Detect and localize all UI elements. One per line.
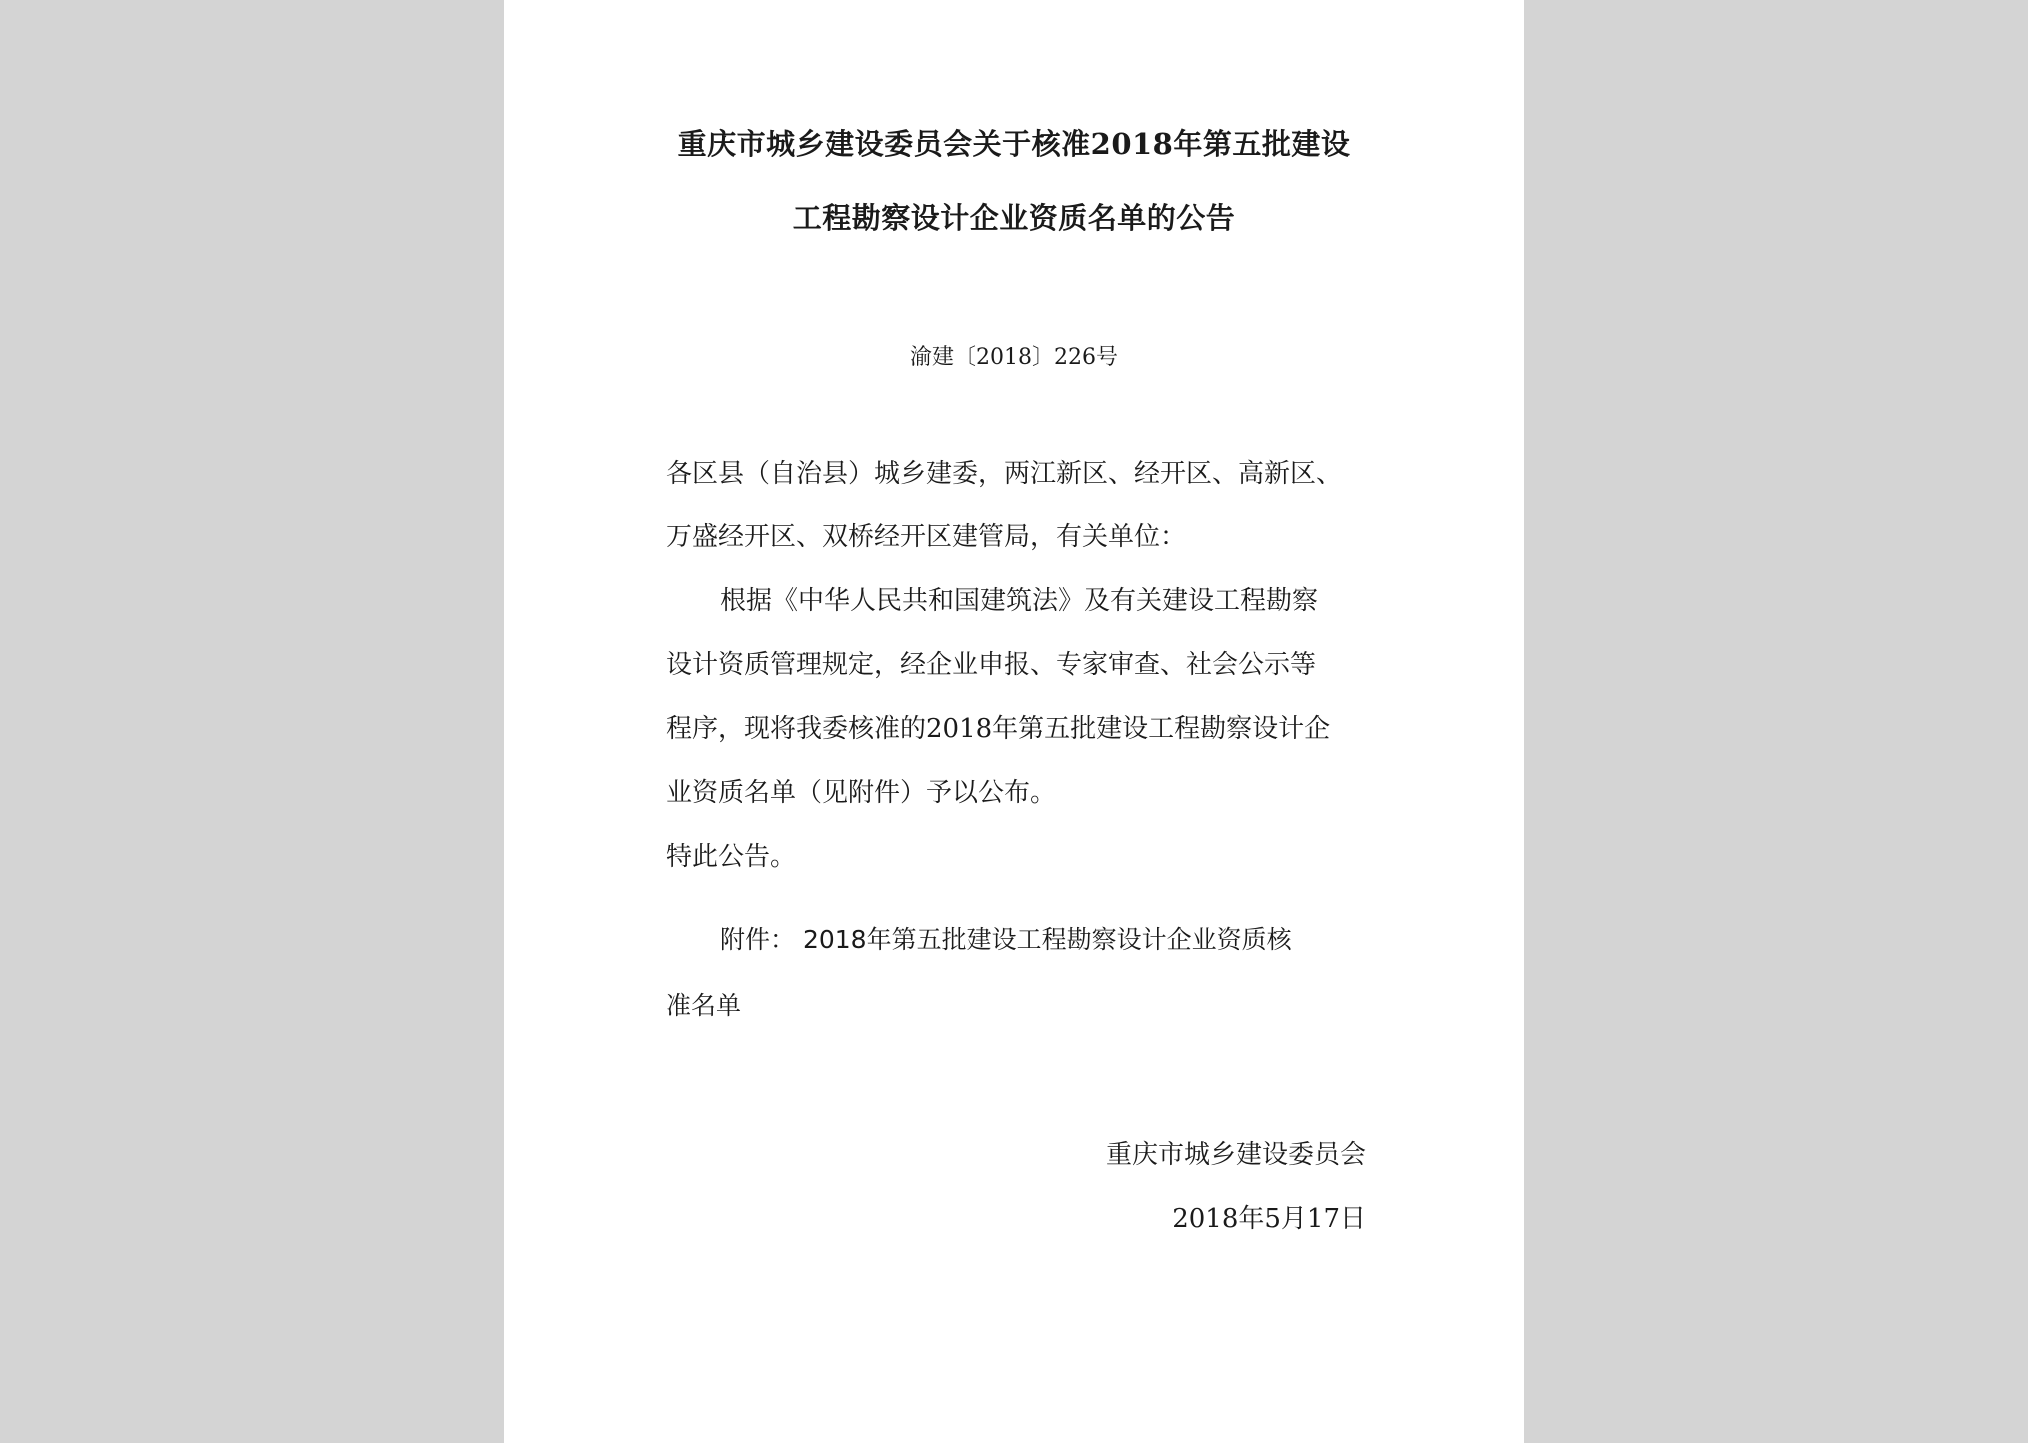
- addressee-line-2: 万盛经开区、双桥经开区建管局，有关单位：: [666, 522, 1187, 552]
- title-line-1: 重庆市城乡建设委员会关于核准2018年第五批建设: [677, 127, 1351, 161]
- document-number: 渝建〔2018〕226号: [910, 345, 1118, 370]
- addressee-line-1: 各区县（自治县）城乡建委，两江新区、经开区、高新区、: [666, 459, 1343, 489]
- attachment-line-1: 附件： 2018年第五批建设工程勘察设计企业资质核: [720, 925, 1292, 954]
- body-line-1: 根据《中华人民共和国建筑法》及有关建设工程勘察: [720, 586, 1319, 616]
- closing-line: 特此公告。: [666, 842, 797, 872]
- body-line-3: 程序，现将我委核准的2018年第五批建设工程勘察设计企: [666, 714, 1331, 744]
- body-line-2: 设计资质管理规定，经企业申报、专家审查、社会公示等: [666, 650, 1317, 680]
- body-line-4: 业资质名单（见附件）予以公布。: [666, 778, 1057, 808]
- document-page: [504, 0, 1524, 1443]
- signature-organization: 重庆市城乡建设委员会: [1105, 1140, 1366, 1170]
- title-line-2: 工程勘察设计企业资质名单的公告: [792, 201, 1236, 235]
- signature-date: 2018年5月17日: [1172, 1204, 1366, 1234]
- attachment-line-2: 准名单: [666, 991, 742, 1020]
